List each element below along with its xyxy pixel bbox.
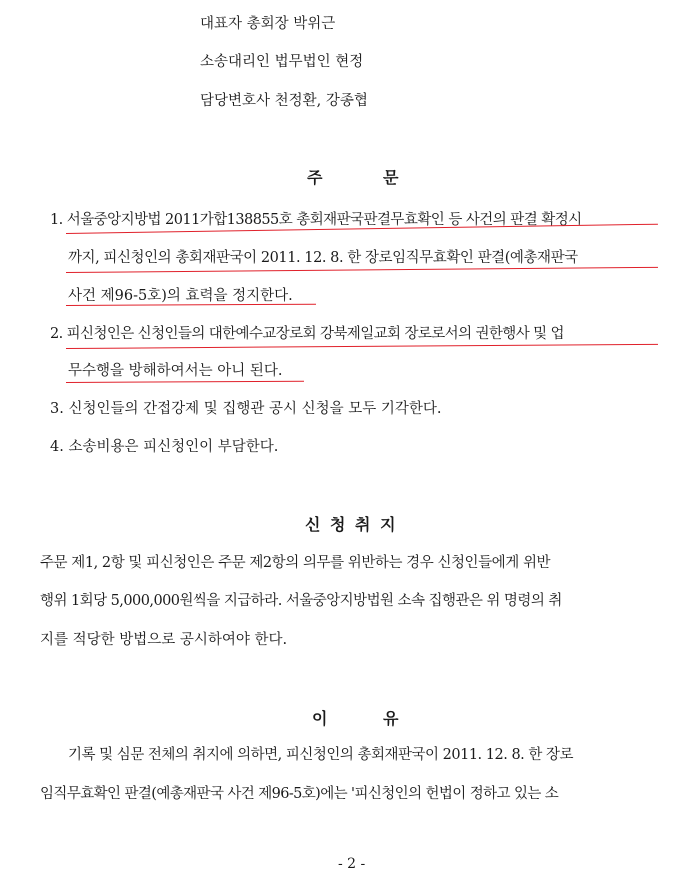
reason-line1: 기록 및 심문 전체의 취지에 의하면, 피신청인의 총회재판국이 2011. 12. 8. 한 장로 [68, 747, 574, 763]
reason-heading-char2: 유 [383, 709, 399, 728]
purpose-line2: 행위 1회당 5,000,000원씩을 지급하라. 서울중앙지방법원 소속 집행관은 위 명령의 취 [40, 593, 562, 609]
purpose-line3: 지를 적당한 방법으로 공시하여야 한다. [40, 632, 288, 648]
agent-line: 소송대리인 법무법인 현정 [200, 54, 364, 70]
order-item4: 4. 소송비용은 피신청인이 부담한다. [50, 439, 279, 455]
purpose-heading: 신 청 취 지 [305, 515, 398, 534]
order-item2-line2: 무수행을 방해하여서는 아니 된다. [68, 363, 283, 379]
purpose-line1: 주문 제1, 2항 및 피신청인은 주문 제2항의 의무를 위반하는 경우 신청인들에게 위반 [40, 555, 551, 571]
underline-5 [66, 381, 304, 383]
order-item1-line1: 1. 서울중앙지방법 2011가합138855호 총회재판국판결무효확인 등 사건의 판결 확정시 [50, 212, 582, 228]
order-item2-line1: 2. 피신청인은 신청인들의 대한예수교장로회 강북제일교회 장로로서의 권한행사 및 업 [50, 326, 564, 342]
order-item1-line2: 까지, 피신청인의 총회재판국이 2011. 12. 8. 한 장로임직무효확인 판결(예총재판국 [68, 250, 578, 266]
order-item3: 3. 신청인들의 간접강제 및 집행관 공시 신청을 모두 기각한다. [50, 401, 442, 417]
page-number: - 2 - [338, 856, 366, 872]
order-heading-char2: 문 [383, 168, 399, 187]
reason-line2: 임직무효확인 판결(예총재판국 사건 제96-5호)에는 '피신청인의 헌법이 정하고 있는 소 [40, 786, 559, 802]
representative-line: 대표자 총회장 박위근 [200, 16, 336, 32]
reason-heading-char1: 이 [312, 709, 328, 728]
order-heading-char1: 주 [307, 168, 323, 187]
order-item1-line3: 사건 제96-5호)의 효력을 정지한다. [68, 288, 293, 304]
lawyers-line: 담당변호사 천정환, 강종협 [200, 93, 368, 109]
underline-4 [66, 344, 658, 349]
